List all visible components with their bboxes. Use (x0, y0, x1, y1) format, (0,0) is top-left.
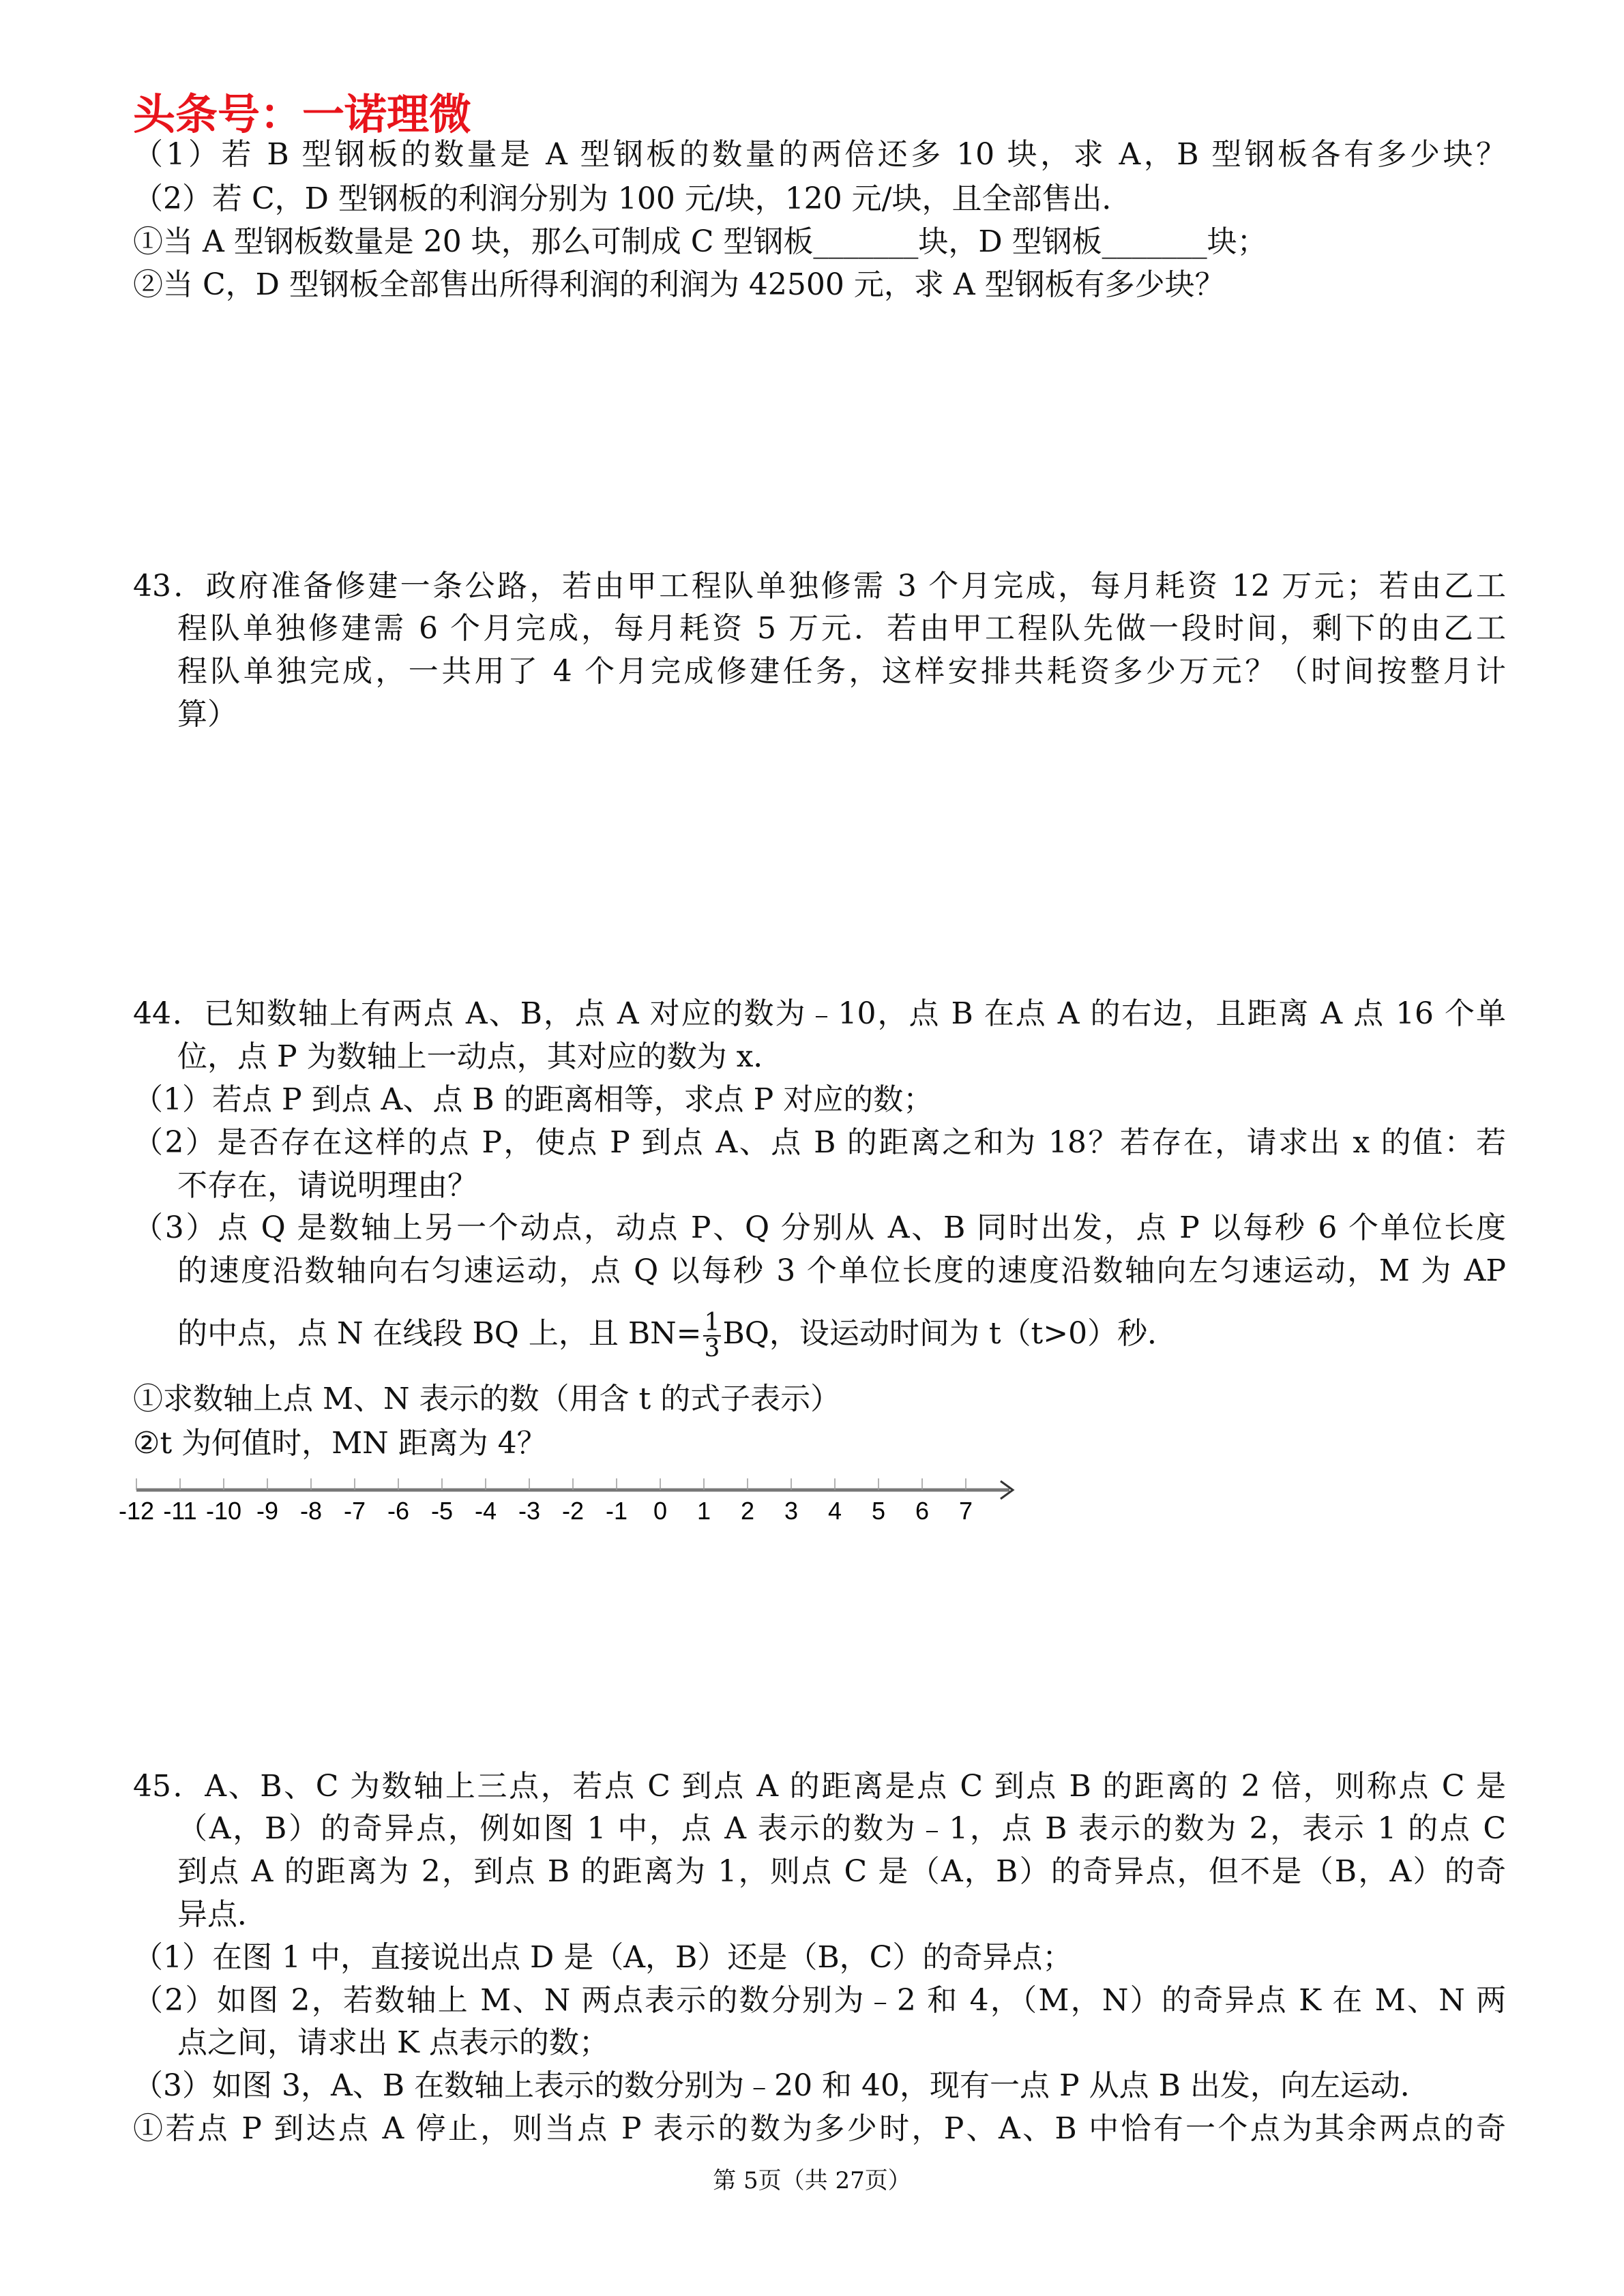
q44-line: 不存在，请说明理由？ (177, 1168, 477, 1203)
q43-line: 43．政府准备修建一条公路，若由甲工程队单独修需 3 个月完成，每月耗资 12 万元；若由乙工 (133, 569, 1506, 603)
tick-label: -8 (299, 1497, 323, 1525)
q44-fraction-line (177, 1308, 1506, 1361)
fraction-one-third (703, 1308, 722, 1362)
q44-sub1: ①求数轴上点 M、N 表示的数（用含 t 的式子表示） (133, 1382, 841, 1416)
tick-label: 2 (740, 1497, 755, 1525)
q45-line: ①若点 P 到达点 A 停止，则当点 P 表示的数为多少时，P、A、B 中恰有一个点为其余两点的奇 (133, 2111, 1506, 2146)
q45-line: （1）在图 1 中，直接说出点 D 是（A，B）还是（B，C）的奇异点； (133, 1940, 1073, 1975)
q45-line: （A，B）的奇异点，例如图 1 中，点 A 表示的数为﹣1，点 B 表示的数为 2，表示 1 的点 C (177, 1811, 1506, 1846)
q44-line: （3）点 Q 是数轴上另一个动点，动点 P、Q 分别从 A、B 同时出发，点 P 以每秒 6 个单位长度 (133, 1210, 1506, 1245)
fraction-denominator: 3 (704, 1334, 720, 1362)
page-footer: 第 5页（共 27页） (713, 2167, 911, 2194)
tick-label: 6 (915, 1497, 930, 1525)
tick-label: 4 (827, 1497, 842, 1525)
tick-label: -12 (118, 1497, 155, 1525)
text: BQ，设运动时间为 t（t>0）秒． (722, 1316, 1178, 1351)
q44-line: 的速度沿数轴向右匀速运动，点 Q 以每秒 3 个单位长度的速度沿数轴向左匀速运动，M 为 AP (177, 1253, 1506, 1288)
q44-line: 位，点 P 为数轴上一动点，其对应的数为 x． (177, 1039, 784, 1074)
q45-line: 到点 A 的距离为 2，到点 B 的距离为 1，则点 C 是（A，B）的奇异点，但不是（B，A）的奇 (177, 1854, 1506, 1889)
tick-label: 0 (653, 1497, 668, 1525)
q43-line: 程队单独完成，一共用了 4 个月完成修建任务，这样安排共耗资多少万元？（时间按整月计 (177, 654, 1506, 689)
q44-sub2: ②t 为何值时，MN 距离为 4？ (133, 1426, 547, 1461)
tick-label: 7 (958, 1497, 973, 1525)
tick-label: -6 (387, 1497, 410, 1525)
q43-line: 算） (177, 697, 237, 732)
number-line-figure (118, 1473, 1027, 1527)
tick-label: -11 (163, 1497, 197, 1525)
tick-label: 3 (784, 1497, 799, 1525)
watermark-header: 头条号：一诺理微 (133, 89, 472, 139)
q44-line: （2）是否存在这样的点 P，使点 P 到点 A、点 B 的距离之和为 18？若存在，请求出 x 的值：若 (133, 1125, 1506, 1160)
q45-line: （3）如图 3，A、B 在数轴上表示的数分别为﹣20 和 40，现有一点 P 从点 B 出发，向左运动． (133, 2068, 1430, 2103)
q45-line: 点之间，请求出 K 点表示的数； (177, 2025, 609, 2060)
tick-label: -9 (256, 1497, 279, 1525)
q44-line: （1）若点 P 到点 A、点 B 的距离相等，求点 P 对应的数； (133, 1082, 934, 1117)
tick-label: -3 (518, 1497, 541, 1525)
tick-label: -7 (343, 1497, 366, 1525)
q45-line: 45．A、B、C 为数轴上三点，若点 C 到点 A 的距离是点 C 到点 B 的距离的 2 倍，则称点 C 是 (133, 1769, 1506, 1804)
q43-line: 程队单独修建需 6 个月完成，每月耗资 5 万元．若由甲工程队先做一段时间，剩下的由乙工 (177, 611, 1506, 646)
tick-label: -1 (605, 1497, 628, 1525)
q42-line: （2）若 C，D 型钢板的利润分别为 100 元/块，120 元/块，且全部售出． (133, 181, 1132, 216)
tick-label: -2 (561, 1497, 585, 1525)
q42-line: ②当 C，D 型钢板全部售出所得利润的利润为 42500 元，求 A 型钢板有多少块？ (133, 267, 1225, 302)
text: 的中点，点 N 在线段 BQ 上，且 BN= (177, 1316, 702, 1351)
q42-line: （1）若 B 型钢板的数量是 A 型钢板的数量的两倍还多 10 块，求 A，B 型钢板各有多少块？ (133, 137, 1506, 172)
tick-label: -4 (474, 1497, 497, 1525)
tick-label: -10 (205, 1497, 242, 1525)
q42-line: ①当 A 型钢板数量是 20 块，那么可制成 C 型钢板_______块，D 型钢板_______块； (133, 224, 1267, 259)
fraction-numerator: 1 (704, 1308, 720, 1337)
tick-label: 1 (696, 1497, 711, 1525)
q44-line: 44．已知数轴上有两点 A、B，点 A 对应的数为﹣10，点 B 在点 A 的右边，且距离 A 点 16 个单 (133, 996, 1506, 1031)
q45-line: （2）如图 2，若数轴上 M、N 两点表示的数分别为﹣2 和 4，（M，N）的奇异点 K 在 M、N 两 (133, 1983, 1506, 2018)
q45-line: 异点． (177, 1897, 267, 1932)
tick-label: 5 (871, 1497, 886, 1525)
tick-label: -5 (430, 1497, 454, 1525)
